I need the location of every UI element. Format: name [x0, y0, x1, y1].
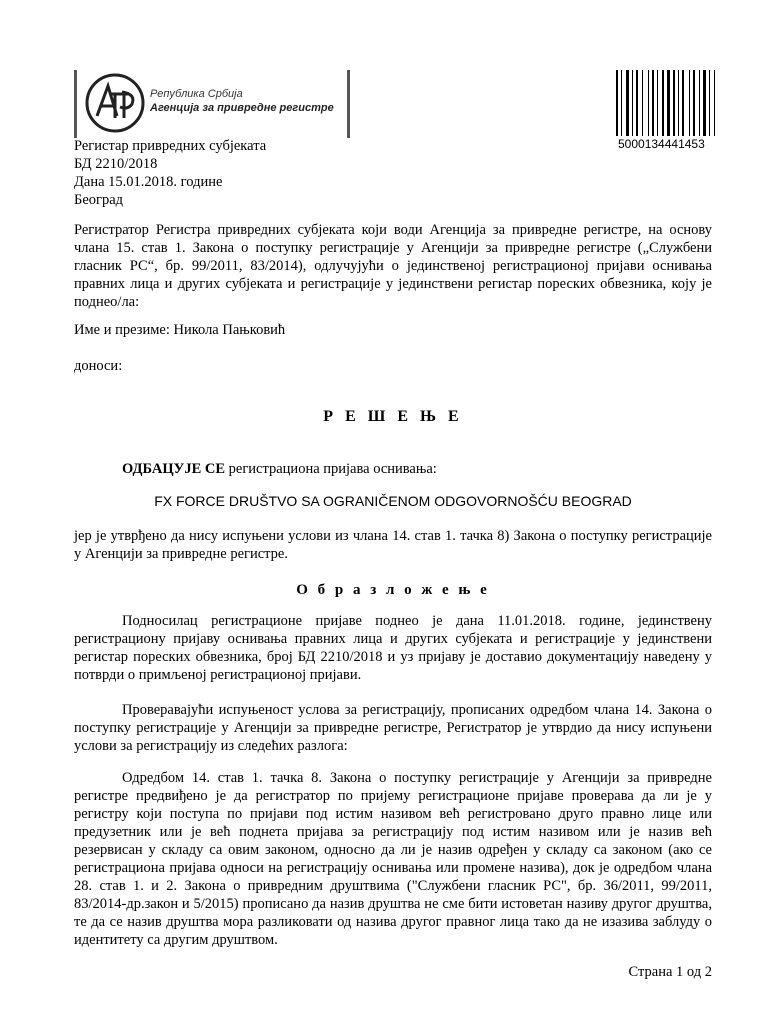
rejected-bold: ОДБАЦУЈЕ СЕ	[122, 461, 226, 477]
logo-republic-text: Република Србија	[150, 88, 243, 100]
intro-paragraph: Регистратор Регистра привредних субјеката који води Агенција за привредне регистре, на основу члана 15. став 1. Закона о поступку регистрације у Агенцији за привредне регистре („Службени гласник РС“, бр. 99/2011, 83/2014), одлучујући о јединственој регистрационој пријави оснивања правних лица и других субјеката и регистрације у јединствени регистар пореских обвезника, коју је поднео/ла:	[74, 222, 712, 310]
explanation-paragraph-1: Подносилац регистрационе пријаве поднео је дана 11.01.2018. године, јединствену регистрациону пријаву оснивања правних лица и других субјеката и регистрације у јединствени регистар пореских обвезника, број БД 2210/2018 и уз пријаву је доставио документацију наведену у потврди о примљеној регистрационој пријави.	[74, 613, 712, 683]
agency-logo	[74, 70, 350, 138]
logo-agency-text: Агенција за привредне регистре	[150, 102, 334, 114]
case-number: БД 2210/2018	[74, 156, 158, 172]
rejected-text: регистрациона пријава оснивања:	[225, 461, 437, 477]
explanation-title: О б р а з л о ж е њ е	[296, 582, 490, 598]
register-name: Регистар привредних субјеката	[74, 138, 267, 154]
rejected-line	[74, 460, 712, 478]
company-name: FX FORCE DRUŠTVO SA OGRANIČENOM ODGOVORNOŠĆU BEOGRAD	[154, 493, 632, 509]
decides-line: доноси:	[74, 358, 123, 374]
reason-paragraph: јер је утврђено да нису испуњени услови из члана 14. став 1. тачка 8) Закона о поступку регистрације у Агенцији за привредне регистре.	[74, 528, 712, 562]
document-header	[74, 137, 712, 209]
barcode-number: 5000134441453	[618, 137, 705, 151]
logo-divider-left	[74, 70, 77, 138]
explanation-paragraph-2: Проверавајући испуњеност услова за регистрацију, прописаних одредбом члана 14. Закона о поступку регистрације у Агенцији за привредне регистре, Регистратор је утврдио да нису испуњени услови за регистрацију из следећих разлога:	[74, 702, 712, 754]
decision-title: Р Е Ш Е Њ Е	[323, 408, 463, 425]
barcode-icon	[616, 70, 716, 136]
logo-divider-right	[347, 70, 350, 138]
page-number: Страна 1 од 2	[628, 964, 712, 980]
explanation-paragraph-3: Одредбом 14. став 1. тачка 8. Закона о поступку регистрације у Агенцији за привредне регистре предвиђено је да регистратор по пријему регистрационе пријаве проверава да ли је у регистру који поступа по пријави под истим називом већ регистровано друго правно лице или предузетник или је већ поднета пријава за регистрацију под истим називом или је назив већ резервисан у складу са овим законом, односно да ли је назив одређен у складу са законом (ако се регистрациона пријава односи на регистрацију оснивања или промене назива), док је одредбом члана 28. став 1. и 2. Закона о привредним друштвима ("Службени гласник РС", бр. 36/2011, 99/2011, 83/2014-др.закон и 5/2015) прописано да назив друштва не сме бити истоветан називу другог друштва, те да се назив друштва мора разликовати од назива другог правног лица тако да не изазива заблуду о идентитету са другим друштвом.	[74, 770, 712, 948]
apr-emblem-icon	[84, 72, 146, 134]
city: Београд	[74, 192, 124, 208]
date-line: Дана 15.01.2018. године	[74, 174, 223, 190]
applicant-line: Име и презиме: Никола Пањковић	[74, 322, 286, 338]
